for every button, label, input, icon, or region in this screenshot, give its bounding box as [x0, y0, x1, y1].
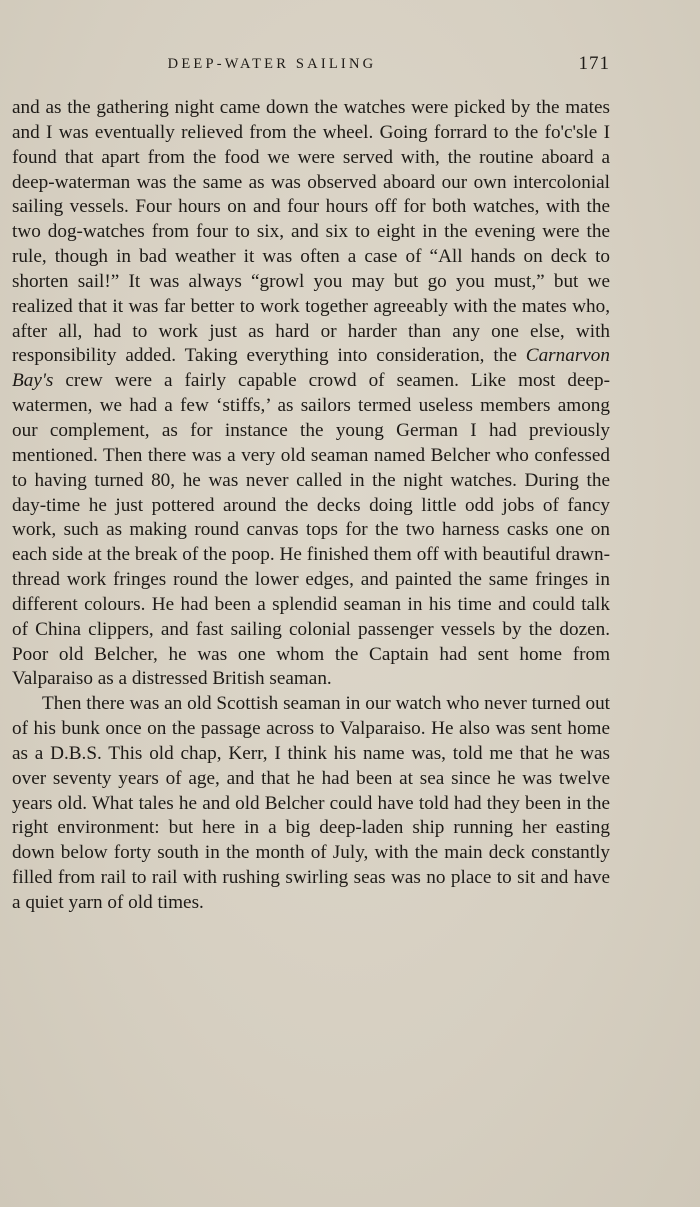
paragraph-2: Then there was an old Scottish seaman in our watch who never turned out of his bunk once on the passage across to Valparaiso. He also was sent home as a D.B.S. This old chap, Kerr, I think his name was, told me that he was over seventy years of age, and that he had been at sea since he was twelve years old. What tales he and old Belcher could have told had they been in the right environment: but here in a big deep-laden ship running her easting down below forty south in the month of July, with the main deck constantly filled from rail to rail with rushing swirling seas was no place to sit and have a quiet yarn of old times.	[12, 693, 610, 913]
body-text	[12, 96, 610, 916]
paragraph-1-text-end: crew were a fairly capable crowd of seamen. Like most deep-watermen, we had a few ‘stiffs,’ as sailors termed useless members among our complement, as for instance the young German I had previously mentioned. Then there was a very old seaman named Belcher who confessed to having turned 80, he was never called in the night watches. During the day-time he just pottered around the decks doing little odd jobs of fancy work, such as making round canvas tops for the two harness casks one on each side at the break of the poop. He finished them off with beautiful drawn-thread work fringes round the lower edges, and painted the same fringes in different colours. He had been a splendid seaman in his time and could talk of China clippers, and fast sailing colonial passenger vessels by the dozen. Poor old Belcher, he was one whom the Captain had sent home from Valparaiso as a distressed British seaman.	[12, 370, 610, 690]
paragraph-1-text-start: and as the gathering night came down the watches were picked by the mates and I was eventually relieved from the wheel. Going forrard to the fo'c'sle I found that apart from the food we were served with, the routine aboard a deep-waterman was the same as was observed aboard our own intercolonial sailing vessels. Four hours on and four hours off for both watches, with the two dog-watches from four to six, and six to eight in the evening were the rule, though in bad weather it was often a case of “All hands on deck to shorten sail!” It was always “growl you may but go you must,” but we realized that it was far better to work together agreeably with the mates who, after all, had to work just as hard or harder than any one else, with responsibility added. Taking everything into consideration, the	[12, 97, 610, 367]
page-header	[12, 53, 610, 86]
running-title: DEEP-WATER SAILING	[167, 56, 377, 72]
page-number: 171	[578, 53, 610, 74]
ship-name-italic: Carnarvon Bay's	[12, 345, 610, 392]
paragraph-1	[12, 96, 610, 692]
